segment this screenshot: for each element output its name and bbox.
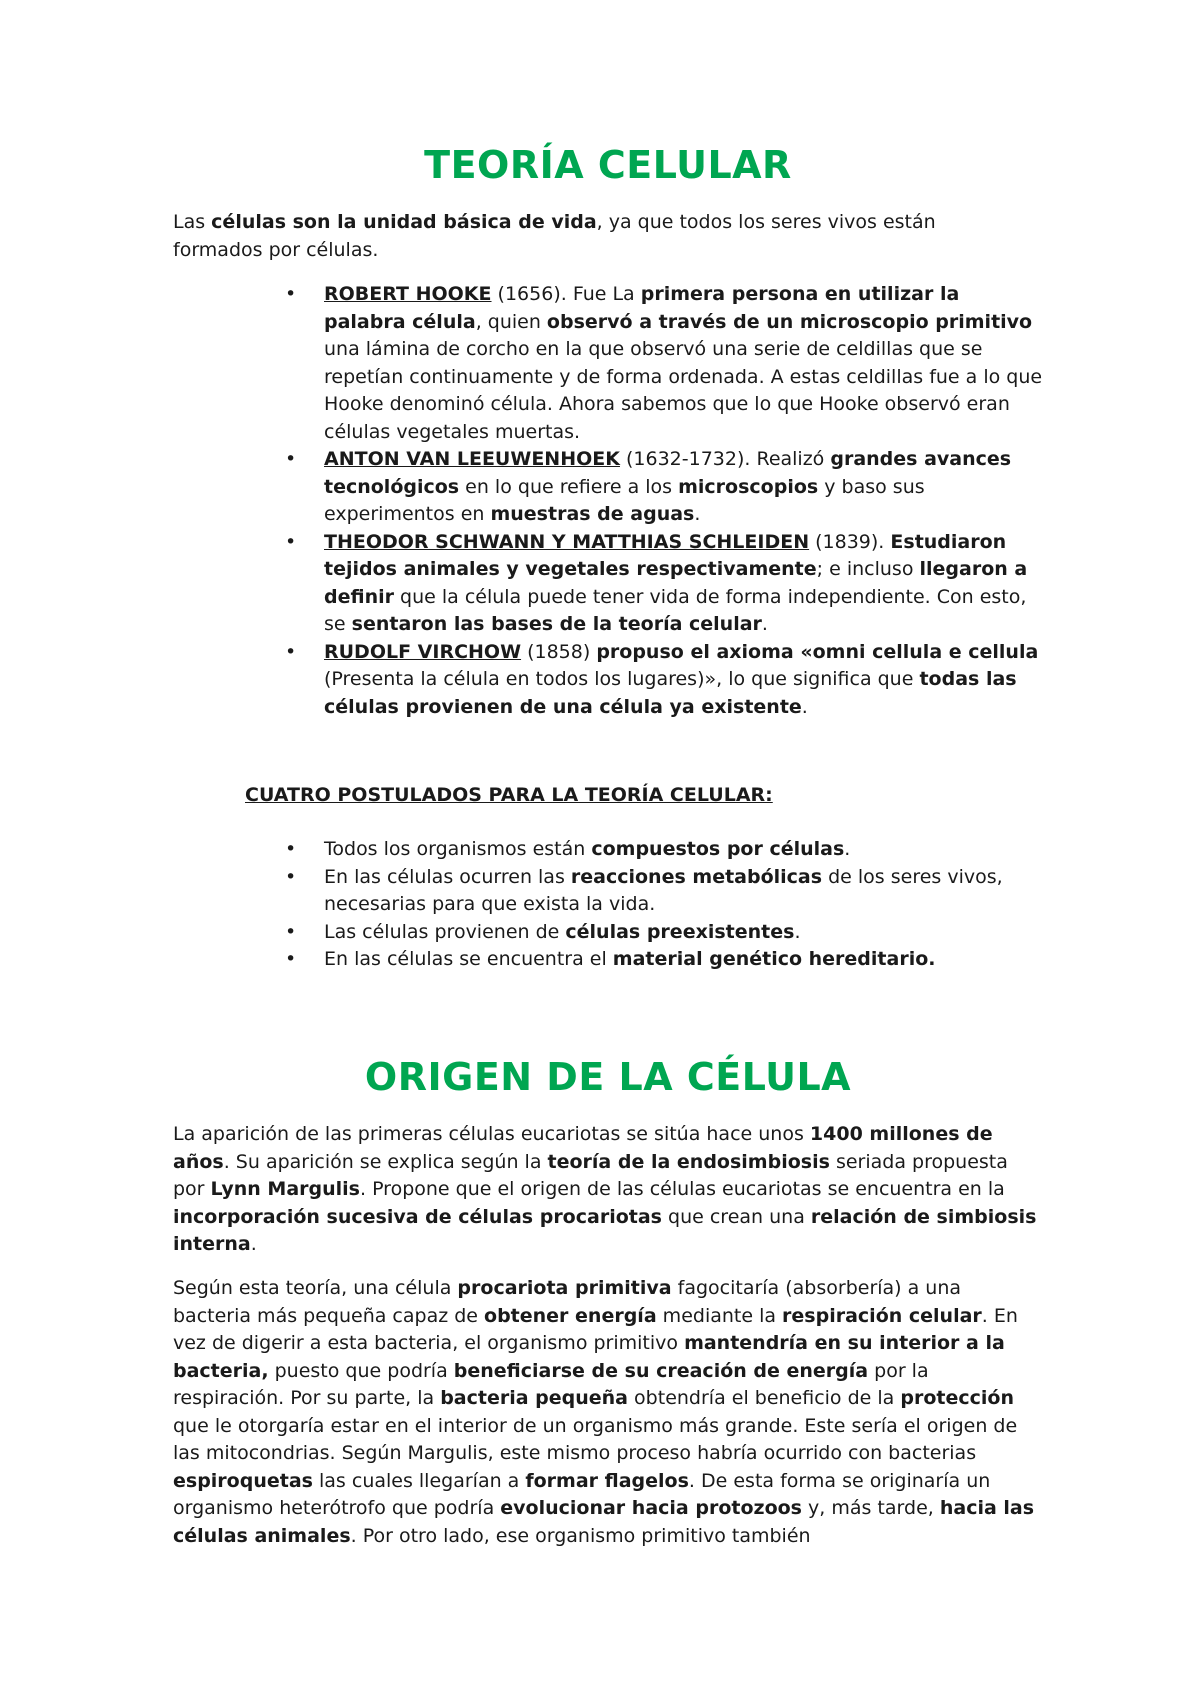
text: . Propone que el origen de las células eucariotas se encuentra en la [359,1178,1005,1200]
text: (Presenta la célula en todos los lugares)», lo que significa que [324,668,920,690]
intro-paragraph [173,209,1003,264]
text: las cuales llegarían a [312,1469,526,1492]
list-item-hooke [173,281,1043,446]
scientist-name: ROBERT HOOKE [324,283,492,305]
bold-text: formar flagelos [525,1469,689,1492]
bold-text: células son la unidad básica de vida [211,211,597,233]
bold-text: primera persona en utilizar la palabra célula [324,283,960,333]
text: (1656). Fue La [491,283,641,305]
bold-text: espiroquetas [173,1469,313,1492]
bold-text: incorporación sucesiva de células procariotas [173,1205,662,1228]
list-item [173,836,1043,864]
postulates-heading: CUATRO POSTULADOS PARA LA TEORÍA CELULAR: [245,784,773,806]
bold-text: obtener energía [484,1304,657,1327]
section-title-origen-celula: ORIGEN DE LA CÉLULA [364,1055,852,1099]
text: (1858) [521,640,597,663]
bold-text: Estudiaron tejidos animales y vegetales respectivamente [324,530,1007,580]
bold-text: respiración celular [782,1304,982,1327]
bold-text: beneficiarse de su creación de energía [453,1359,869,1382]
bold-text: todas las células provienen de una célula ya existente [324,668,1017,718]
text: y, más tarde, [801,1497,940,1519]
text: . De esta forma se originaría un organismo heterótrofo que podría [173,1469,991,1519]
text: (1839). [809,530,891,553]
bold-text: procariota primitiva [457,1277,672,1299]
text: . [250,1233,257,1255]
bullet-icon: • [285,448,297,470]
bold-text: observó a través de un microscopio primitivo [546,310,1033,333]
text: una lámina de corcho en la que observó una serie de celdillas que se repetían continuamente y de forma ordenada. A estas celdillas fue a lo que Hooke denominó célula. Ahora sabemos que lo que Hooke observó eran células vegetales muertas. [324,338,1043,443]
bullet-icon: • [285,948,297,970]
bullet-icon: • [285,640,297,663]
text: de los seres vivos, necesarias para que exista la vida. [324,865,1003,915]
text: en lo que refiere a los [459,475,679,498]
bold-text: hacia las células animales [173,1497,1035,1547]
text: En las células ocurren las [324,865,571,888]
scientist-name: THEODOR SCHWANN Y MATTHIAS SCHLEIDEN [324,530,810,553]
bold-text: llegaron a definir [324,558,1028,608]
list-item [173,864,1043,919]
scientist-name: ANTON VAN LEEUWENHOEK [324,448,620,470]
text: Las [173,211,212,233]
text: . [794,920,801,943]
text: y baso sus experimentos en [324,475,925,525]
text: que crean una [661,1205,811,1228]
bold-text: microscopios [678,475,819,498]
list-item [173,946,1043,974]
text: (1632-1732). Realizó [619,448,831,470]
text: En las células se encuentra el [324,948,613,970]
bold-text: mantendría en su interior a la bacteria, [173,1332,1005,1382]
bullet-icon: • [285,530,297,553]
list-item [173,919,1043,947]
text: Todos los organismos están [324,838,592,860]
bold-text: Lynn Margulis [210,1178,360,1200]
bold-text: sentaron las bases de la teoría celular [351,613,762,635]
bold-text: muestras de aguas [490,503,695,525]
bullet-icon: • [285,283,297,305]
postulates-list [173,836,1043,974]
text: obtendría el beneficio de la [628,1387,901,1409]
bold-text: protección [900,1387,1014,1409]
bold-text: 1400 millones de años [173,1123,993,1173]
bullet-icon: • [285,920,297,943]
origin-paragraph-1 [173,1121,1043,1259]
text: que la célula puede tener vida de forma independiente. Con esto, se [324,585,1027,635]
text: . [801,695,808,718]
scientist-name: RUDOLF VIRCHOW [324,640,522,663]
bold-text: grandes avances tecnológicos [324,448,1012,498]
section-title-teoria-celular: TEORÍA CELULAR [424,143,792,187]
list-item-virchow [173,639,1043,722]
bold-text: evolucionar hacia protozoos [500,1497,802,1519]
text: que le otorgaría estar en el interior de un organismo más grande. Este sería el origen de las mitocondrias. Según Margulis, este mismo proceso habría ocurrido con bacterias [173,1414,1018,1464]
text: , quien [475,310,547,333]
text: ; e incluso [816,558,920,580]
text: . Su aparición se explica según la [223,1150,548,1173]
bold-text: células preexistentes [565,920,795,943]
text: por la respiración. Por su parte, la [173,1359,929,1409]
text: La aparición de las primeras células eucariotas se sitúa hace unos [173,1123,810,1145]
bold-text: teoría de la endosimbiosis [547,1150,830,1173]
list-item-schwann-schleiden [173,529,1043,639]
text: Según esta teoría, una célula [173,1277,458,1299]
bold-text: material genético hereditario. [612,948,936,970]
text: . En vez de digerir a esta bacteria, el organismo primitivo [173,1304,1018,1354]
bold-text: reacciones metabólicas [570,865,823,888]
text: . Por otro lado, ese organismo primitivo también [350,1524,811,1547]
bullet-icon: • [285,838,297,860]
text: mediante la [656,1304,783,1327]
text: . [694,503,701,525]
bullet-icon: • [285,865,297,888]
text: puesto que podría [268,1359,454,1382]
bold-text: compuestos por células [591,838,845,860]
text: seriada propuesta por [173,1150,1008,1200]
bold-text: relación de simbiosis interna [173,1205,1037,1255]
bold-text: propuso el axioma «omni cellula e cellula [596,640,1039,663]
bold-text: bacteria pequeña [440,1387,629,1409]
text: , ya que todos los seres vivos están formados por células. [173,211,936,261]
text: Las células provienen de [324,920,566,943]
text: . [844,838,851,860]
text: fagocitaría (absorbería) a una bacteria más pequeña capaz de [173,1277,962,1327]
text: . [761,613,768,635]
origin-paragraph-2 [173,1275,1043,1550]
scientists-list [173,281,1043,721]
list-item-leeuwenhoek [173,446,1043,529]
